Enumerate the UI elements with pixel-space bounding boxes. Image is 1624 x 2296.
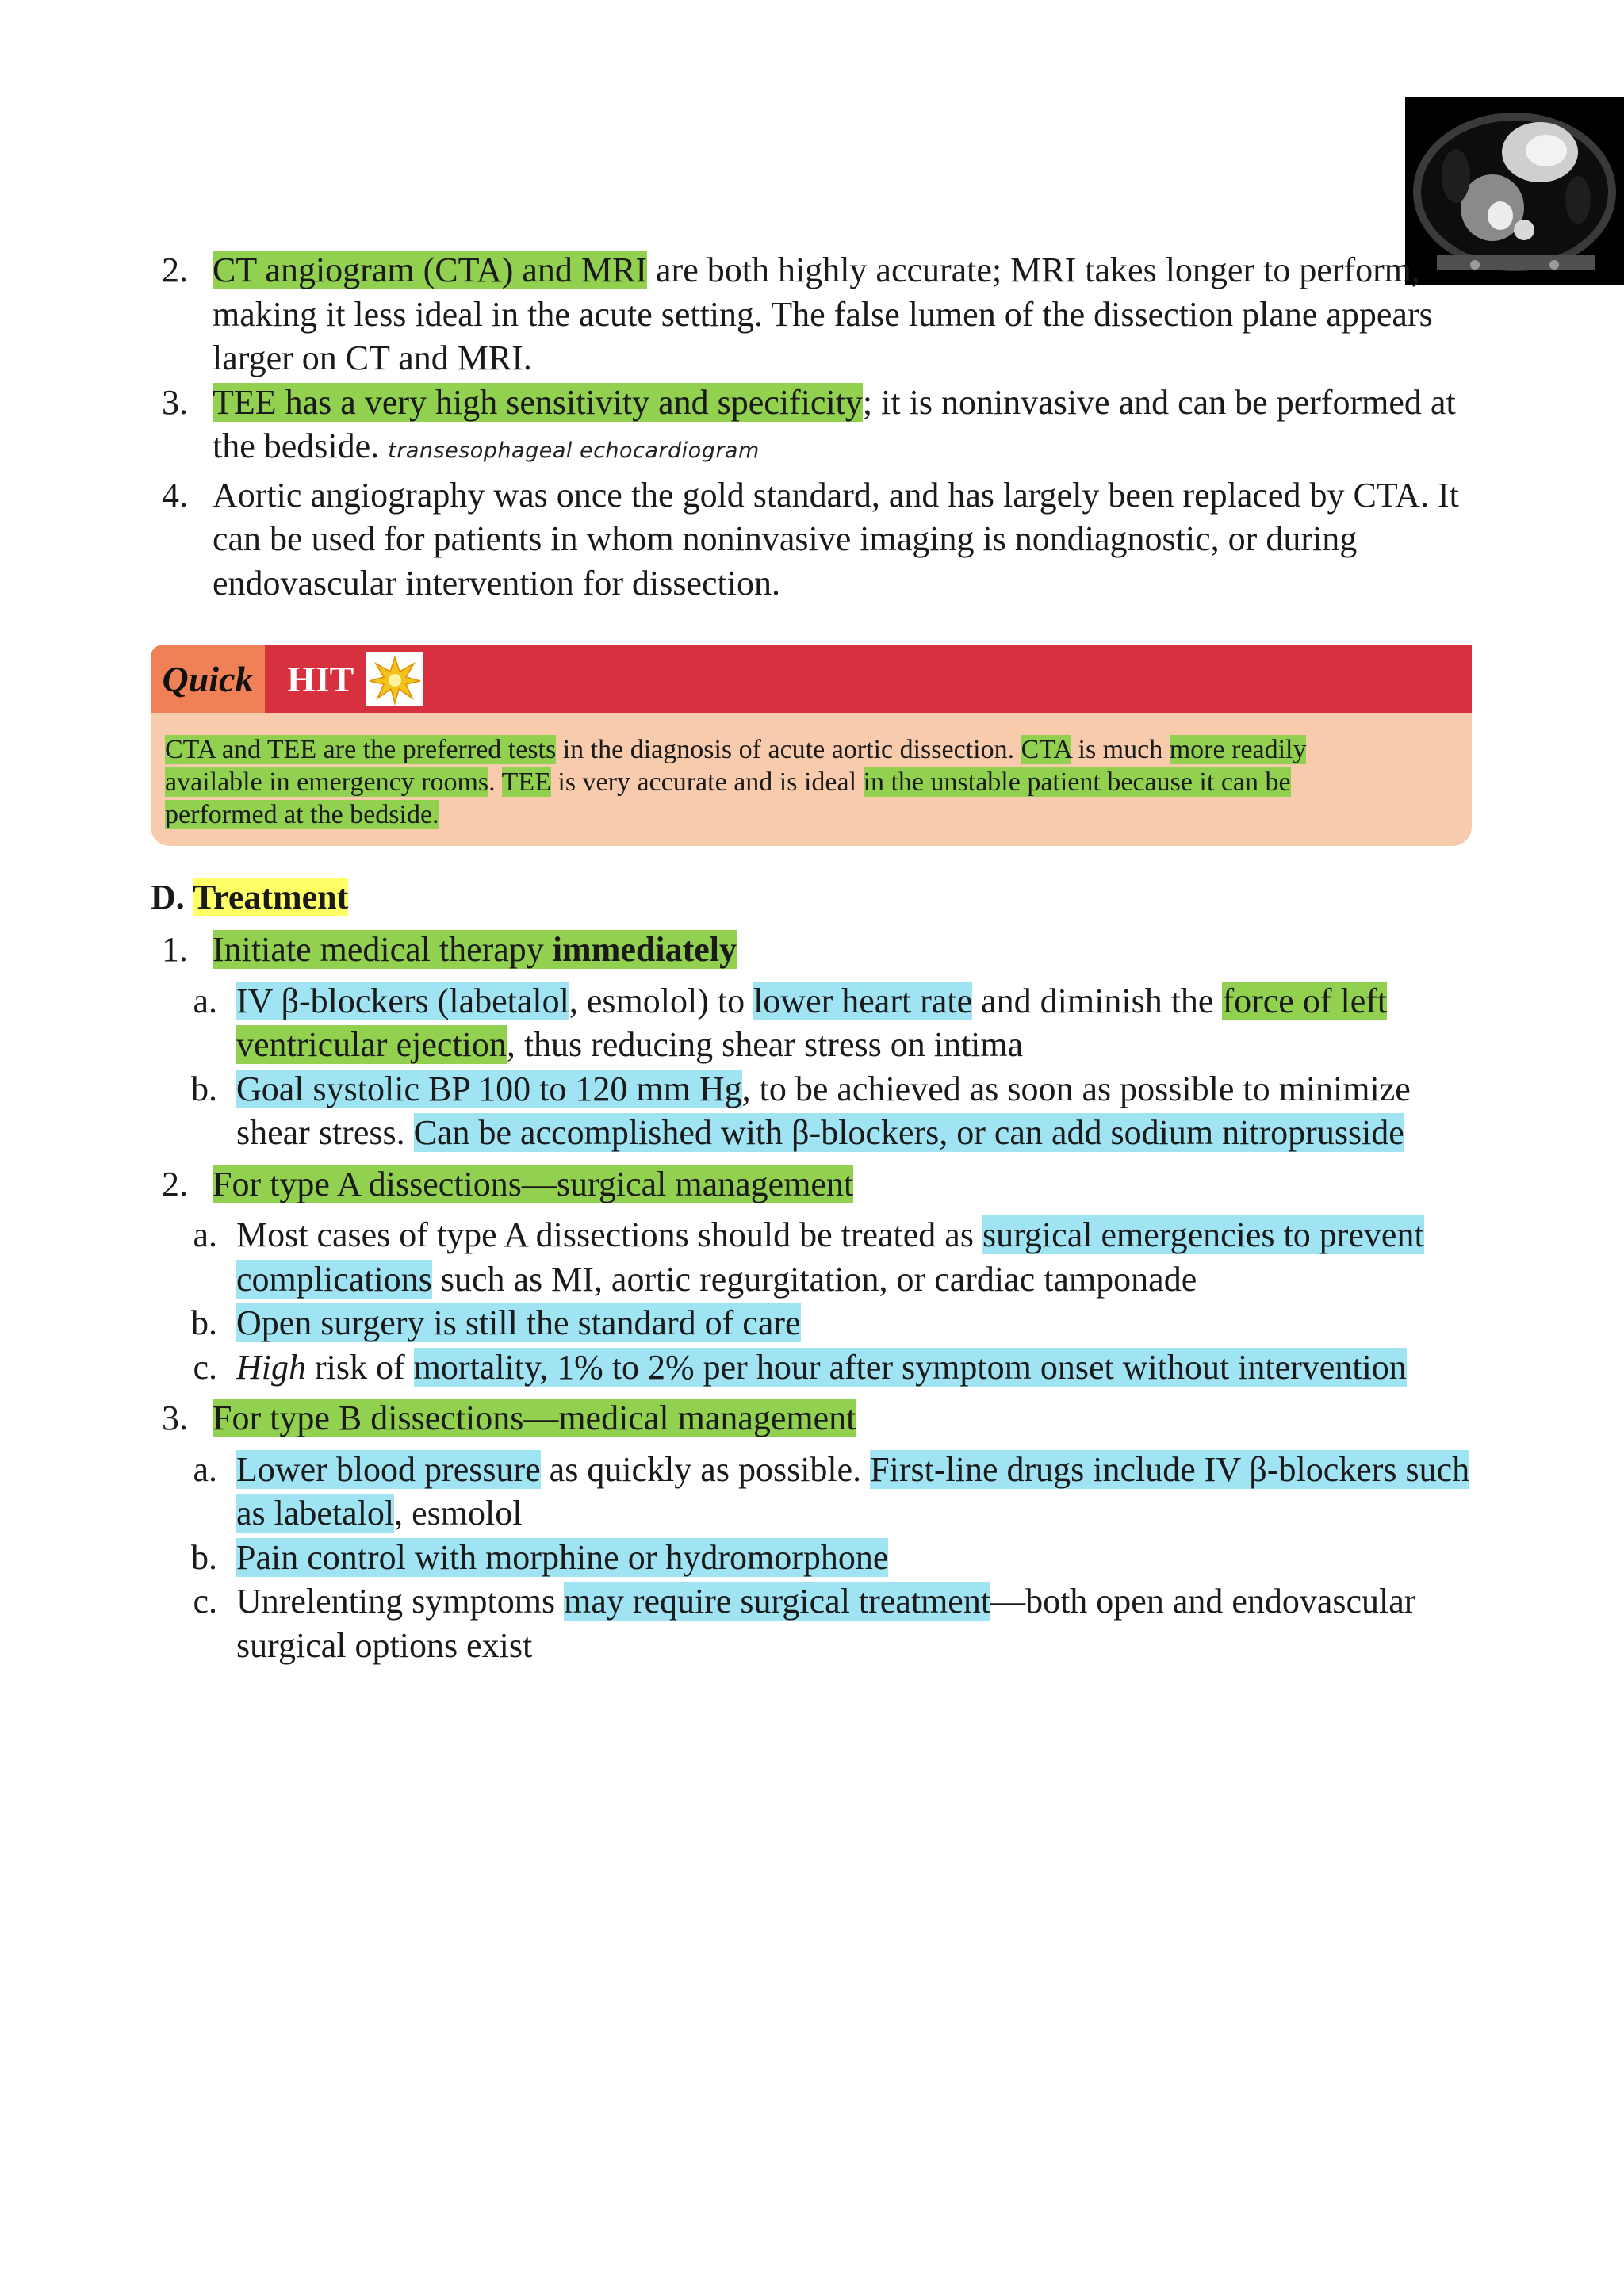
- body-text: , esmolol: [394, 1494, 523, 1533]
- list-number: 2.: [162, 251, 188, 289]
- starburst-icon: [366, 652, 423, 706]
- sub-item: [151, 979, 1491, 1067]
- list-number: 3.: [162, 382, 188, 422]
- highlighted-text: CTA and TEE are the preferred tests: [165, 735, 557, 764]
- emphasis-text: High: [236, 1347, 306, 1387]
- highlighted-text: mortality, 1% to 2% per hour after symptom onset without intervention: [413, 1347, 1407, 1387]
- body-text: ; it is noninvasive and can be performed at the bedside.: [213, 382, 1456, 465]
- body-text: as quickly as possible.: [540, 1449, 871, 1489]
- body-text: is very accurate and is ideal: [550, 767, 864, 797]
- body-text: Most cases of type A dissections should be treated as: [236, 1215, 982, 1254]
- list-number: 1.: [162, 930, 188, 969]
- body-text: .: [488, 767, 502, 797]
- body-text: Aortic angiography was once the gold standard, and has largely been replaced by CTA. It can be used for patients in whom noninvasive imaging is nondiagnostic, or during endovascular intervention for dissection.: [213, 475, 1459, 603]
- highlighted-text: more readily available in emergency rooms: [165, 735, 1307, 797]
- highlighted-text: [213, 930, 737, 969]
- emphasis-text: immediately: [552, 930, 737, 969]
- highlighted-text: Goal systolic BP 100 to 120 mm Hg: [236, 1069, 742, 1108]
- highlighted-text: Pain control with morphine or hydromorphone: [236, 1537, 889, 1577]
- body-text: such as MI, aortic regurgitation, or cardiac tamponade: [431, 1259, 1197, 1299]
- sub-letter: a.: [193, 981, 217, 1020]
- highlighted-text: surgical emergencies to prevent complications: [236, 1215, 1424, 1299]
- body-text: , thus reducing shear stress on intima: [506, 1025, 1024, 1064]
- highlighted-text: lower heart rate: [753, 981, 973, 1020]
- list-item: [151, 1162, 1491, 1207]
- list-number: 4.: [162, 475, 188, 515]
- section-letter: D.: [151, 878, 185, 916]
- highlighted-text: For type B dissections—medical management: [213, 1399, 856, 1437]
- quick-hit-box: [151, 713, 1472, 846]
- highlighted-text: Lower blood pressure: [236, 1449, 541, 1489]
- body-text: —both open and endovascular surgical options exist: [236, 1582, 1416, 1665]
- sub-item: [151, 1345, 1491, 1390]
- diagnosis-list: [151, 248, 1483, 605]
- highlighted-text: may require surgical treatment: [564, 1582, 991, 1621]
- highlighted-text: For type A dissections—surgical management: [213, 1164, 854, 1203]
- hit-label: HIT: [287, 658, 354, 699]
- list-item: [151, 473, 1483, 606]
- body-text: risk of: [306, 1347, 414, 1387]
- list-number: 2.: [162, 1164, 188, 1203]
- list-item: [151, 381, 1483, 473]
- list-number: 3.: [162, 1399, 188, 1437]
- highlighted-text: TEE has a very high sensitivity and specificity: [213, 382, 863, 422]
- highlighted-text: IV β-blockers (labetalol: [236, 981, 569, 1020]
- body-text: and diminish the: [972, 981, 1223, 1020]
- list-item: [151, 1396, 1491, 1441]
- sub-letter: a.: [193, 1215, 217, 1254]
- highlighted-text: TEE: [501, 767, 551, 797]
- sub-letter: b.: [191, 1069, 217, 1108]
- highlighted-text: force of left ventricular ejection: [236, 981, 1388, 1064]
- sub-letter: c.: [193, 1582, 217, 1621]
- sub-item: [151, 1536, 1491, 1580]
- sub-item: [151, 1067, 1491, 1155]
- list-item: [151, 248, 1483, 381]
- quick-hit-text: [165, 733, 1402, 831]
- body-text: , esmolol) to: [569, 981, 754, 1020]
- body-text: , to be achieved as soon as possible to minimize shear stress.: [236, 1069, 1411, 1152]
- highlighted-text: First-line drugs include IV β-blockers such as labetalol: [236, 1449, 1470, 1533]
- highlighted-text: in the unstable patient because it can be performed at the bedside.: [165, 767, 1291, 829]
- body-text: Unrelenting symptoms: [236, 1582, 565, 1621]
- highlighted-text: Open surgery is still the standard of care: [236, 1303, 801, 1342]
- section-title: Treatment: [193, 878, 349, 916]
- highlighted-text: CT angiogram (CTA) and MRI: [213, 251, 648, 289]
- section-heading: [151, 875, 348, 919]
- quick-hit-header: [151, 645, 1472, 713]
- sub-item: [151, 1448, 1491, 1536]
- highlighted-text: CTA: [1021, 735, 1071, 764]
- sub-letter: b.: [191, 1537, 217, 1577]
- handwritten-note: transesophageal echocardiogram: [388, 438, 760, 463]
- highlighted-text: Can be accomplished with β-blockers, or can add sodium nitroprusside: [413, 1113, 1404, 1152]
- sub-item: [151, 1579, 1491, 1667]
- treatment-list: [151, 928, 1491, 1667]
- sub-letter: c.: [193, 1347, 217, 1387]
- item-text: Initiate medical therapy: [213, 930, 553, 969]
- body-text: in the diagnosis of acute aortic dissection.: [556, 735, 1021, 764]
- sub-item: [151, 1301, 1491, 1345]
- quick-label: Quick: [151, 645, 265, 713]
- sub-letter: a.: [193, 1449, 217, 1489]
- sub-letter: b.: [191, 1303, 217, 1342]
- list-item: [151, 928, 1491, 972]
- sub-item: [151, 1213, 1491, 1301]
- body-text: are both highly accurate; MRI takes longer to perform, making it less ideal in the acute setting. The false lumen of the dissection plane appears larger on CT and MRI.: [213, 251, 1433, 377]
- body-text: is much: [1071, 735, 1170, 764]
